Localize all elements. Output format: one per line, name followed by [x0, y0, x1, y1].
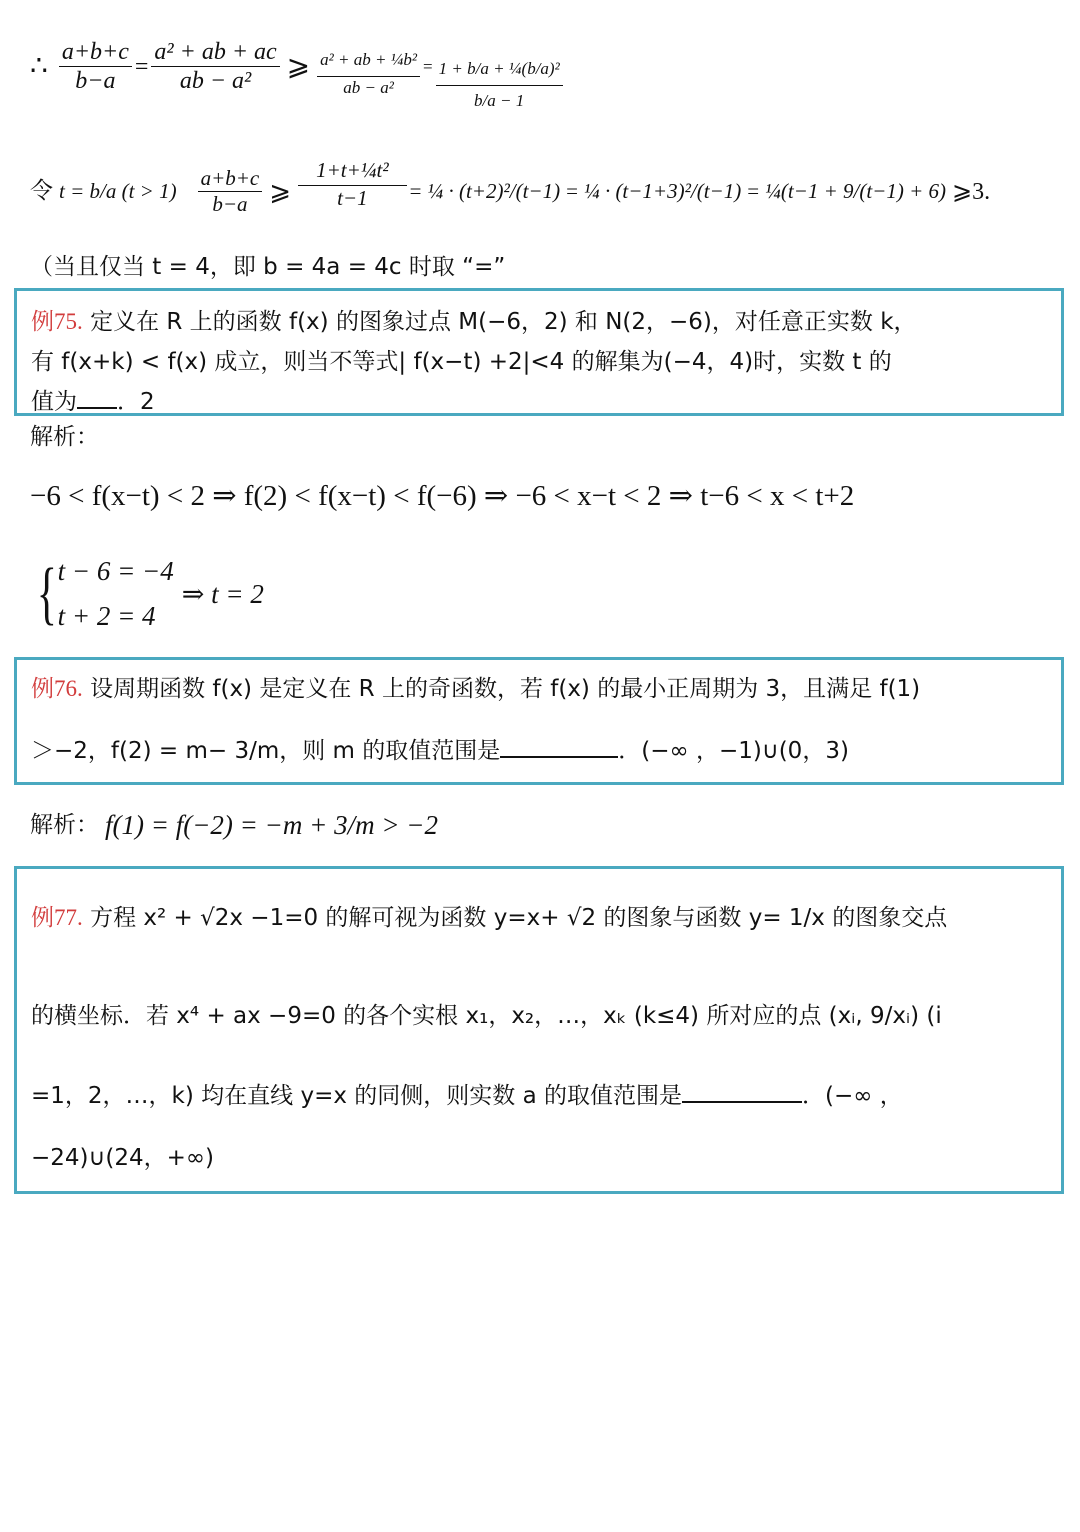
answer-blank [682, 1081, 802, 1103]
example-75-box [14, 288, 1064, 416]
answer-blank [500, 736, 618, 758]
example-line: 例75. 定义在 R 上的函数 f(x) 的图象过点 M(−6，2) 和 N(2，−6)，对任意正实数 k， [31, 309, 917, 335]
fraction: $\frac{\text{1 + b/a + ¼(b/a)²}}{b/a - 1}$ [436, 60, 563, 109]
left-brace: { [36, 555, 57, 632]
analysis-76: 解析： f(1) = f(−2) = −m + 3/m > −2 [30, 810, 439, 840]
example-line: 例76. 设周期函数 f(x) 是定义在 R 上的奇函数，若 f(x) 的最小正周期为 3，且满足 f(1) [31, 676, 921, 702]
example-label: 例75. [31, 309, 83, 334]
example-line: 例77. 方程 x² + √2x −1=0 的解可视为函数 y=x+ √2 的图象与函数 y= 1/x 的图象交点 [31, 905, 948, 931]
example-line: 的横坐标．若 x⁴ + ax −9=0 的各个实根 x₁，x₂，…，xₖ (k≤4) 所对应的点 (xᵢ, 9/xᵢ) (i [31, 1003, 942, 1029]
fraction: $\frac{\text{a² + ab + ¼b²}}{\text{ab − a²}}$ [317, 51, 420, 96]
derivation-line-1: ∴ $\frac{a+b+c}{b-a}$ = $\frac{\text{a² + ab + ac}}{\text{ab − a²}}$ ⩾ $\frac{\text{a² + ab + ¼b²}}{\text{ab − a²}}$ = $\frac{\text{1 + b/a + ¼(b/a)²}}{b/a - 1}$ [30, 24, 566, 109]
example-77-box [14, 866, 1064, 1194]
answer-continued: −24)∪(24，+∞) [31, 1145, 214, 1171]
example-line: =1，2，…，k) 均在直线 y=x 的同侧，则实数 a 的取值范围是 ．(−∞ ， [31, 1083, 903, 1109]
equation-system: { t − 6 = −4 t + 2 = 4 ⇒ t = 2 [36, 555, 264, 632]
fraction: $\frac{\text{a² + ab + ac}}{\text{ab − a²}}$ [151, 40, 279, 93]
therefore-symbol: ∴ [30, 50, 48, 82]
example-label: 例76. [31, 676, 83, 701]
answer: ．2 [117, 389, 155, 415]
analysis-chain: −6 < f(x−t) < 2 ⇒ f(2) < f(x−t) < f(−6) ⇒ −6 < x−t < 2 ⇒ t−6 < x < t+2 [30, 480, 855, 512]
equality-note: （当且仅当 t = 4，即 b = 4a = 4c 时取 “=” [30, 254, 506, 280]
example-line: 有 f(x+k) < f(x) 成立，则当不等式| f(x−t) +2|<4 的解集为(−4，4)时，实数 t 的 [31, 349, 892, 375]
answer: ．(−∞ ， [801, 1083, 903, 1109]
answer: ．(−∞ ，−1)∪(0，3) [618, 738, 849, 764]
example-label: 例77. [31, 905, 83, 930]
fraction: $\frac{a+b+c}{b-a}$ [59, 40, 132, 93]
analysis-label: 解析： [30, 424, 99, 450]
fraction: $\frac{\text{1+t+¼t²}}{t-1}$ [298, 160, 407, 209]
answer-blank [77, 387, 117, 409]
example-line: ＞−2，f(2) = m− 3/m，则 m 的取值范围是 ．(−∞ ，−1)∪(0，3) [31, 738, 849, 764]
fraction: $\frac{a+b+c}{b-a}$ [198, 168, 263, 215]
example-76-box [14, 657, 1064, 785]
example-line: 值为 ．2 [31, 389, 155, 415]
derivation-line-2: 令 t = b/a (t > 1) $\frac{a+b+c}{b-a}$ ⩾ $\frac{\text{1+t+¼t²}}{t-1}$ = ¼ · (t+2)²/(t−1) = ¼ · (t−1+3)²/(t−1) = ¼(t−1 + 9/(t−1) + 6) ⩾3. [30, 158, 991, 216]
